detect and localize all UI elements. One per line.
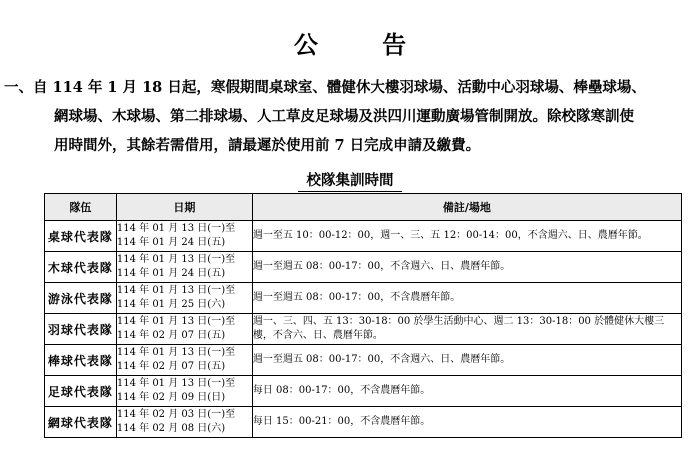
schedule-subtitle: 校隊集訓時間 [298, 171, 402, 192]
date-cell [116, 407, 252, 438]
table-row [45, 252, 682, 283]
note-cell: 週一至五 10：00-12：00，週一、三、五 12：00-14：00，不含週六、日、農曆年節。 [252, 221, 681, 252]
date-end: 114 年 01 月 25 日(六) [116, 299, 226, 310]
table-row [45, 345, 682, 376]
date-start: 114 年 01 月 13 日(一)至 [116, 285, 236, 296]
team-cell: 網球代表隊 [45, 407, 117, 438]
note-cell: 每日 08：00-17：00，不含農曆年節。 [252, 376, 681, 407]
date-cell [116, 252, 252, 283]
date-start: 114 年 01 月 13 日(一)至 [116, 254, 236, 265]
table-row [45, 376, 682, 407]
team-cell: 棒球代表隊 [45, 345, 117, 376]
date-end: 114 年 01 月 24 日(五) [116, 268, 226, 279]
date-start: 114 年 01 月 13 日(一)至 [116, 223, 236, 234]
date-start: 114 年 02 月 03 日(一)至 [116, 409, 236, 420]
date-cell [116, 283, 252, 314]
paragraph-line: 網球場、木球場、第二排球場、人工草皮足球場及洪四川運動廣場管制開放。除校隊寒訓使 [54, 108, 634, 125]
team-cell: 桌球代表隊 [45, 221, 117, 252]
team-cell: 游泳代表隊 [45, 283, 117, 314]
team-cell: 足球代表隊 [45, 376, 117, 407]
column-header-note: 備註/場地 [252, 194, 681, 221]
column-header-date: 日期 [116, 194, 252, 221]
date-end: 114 年 02 月 07 日(五) [116, 361, 226, 372]
training-schedule-table [44, 193, 682, 438]
date-start: 114 年 01 月 13 日(一)至 [116, 378, 236, 389]
date-end: 114 年 01 月 24 日(五) [116, 237, 226, 248]
page-title: 公 告 [293, 30, 435, 59]
date-start: 114 年 01 月 13 日(一)至 [116, 347, 236, 358]
date-cell [116, 221, 252, 252]
table-row [45, 221, 682, 252]
team-cell: 羽球代表隊 [45, 314, 117, 345]
note-cell: 週一至週五 08：00-17：00，不含農曆年節。 [252, 283, 681, 314]
note-cell: 週一至週五 08：00-17：00，不含週六、日、農曆年節。 [252, 345, 681, 376]
date-end: 114 年 02 月 07 日(五) [116, 330, 226, 341]
note-cell: 週一至週五 08：00-17：00，不含週六、日、農曆年節。 [252, 252, 681, 283]
date-end: 114 年 02 月 09 日(日) [116, 392, 226, 403]
note-cell: 每日 15：00-21：00，不含農曆年節。 [252, 407, 681, 438]
team-cell: 木球代表隊 [45, 252, 117, 283]
column-header-team: 隊伍 [45, 194, 117, 221]
date-cell [116, 376, 252, 407]
date-start: 114 年 01 月 13 日(一)至 [116, 316, 236, 327]
table-row [45, 283, 682, 314]
date-cell [116, 345, 252, 376]
table-row [45, 407, 682, 438]
table-row [45, 314, 682, 345]
date-end: 114 年 02 月 08 日(六) [116, 423, 226, 434]
date-cell [116, 314, 252, 345]
paragraph-line: 一、自 114 年 1 月 18 日起，寒假期間桌球室、體健休大樓羽球場、活動中心羽球場、棒壘球場、 [4, 79, 646, 96]
note-cell: 週一、三、四、五 13：30-18：00 於學生活動中心、週二 13：30-18：00 於體健休大樓三樓，不含六、日、農曆年節。 [252, 314, 681, 345]
paragraph-line: 用時間外，其餘若需借用，請最遲於使用前 7 日完成申請及繳費。 [54, 137, 481, 154]
table-header-row [45, 194, 682, 221]
